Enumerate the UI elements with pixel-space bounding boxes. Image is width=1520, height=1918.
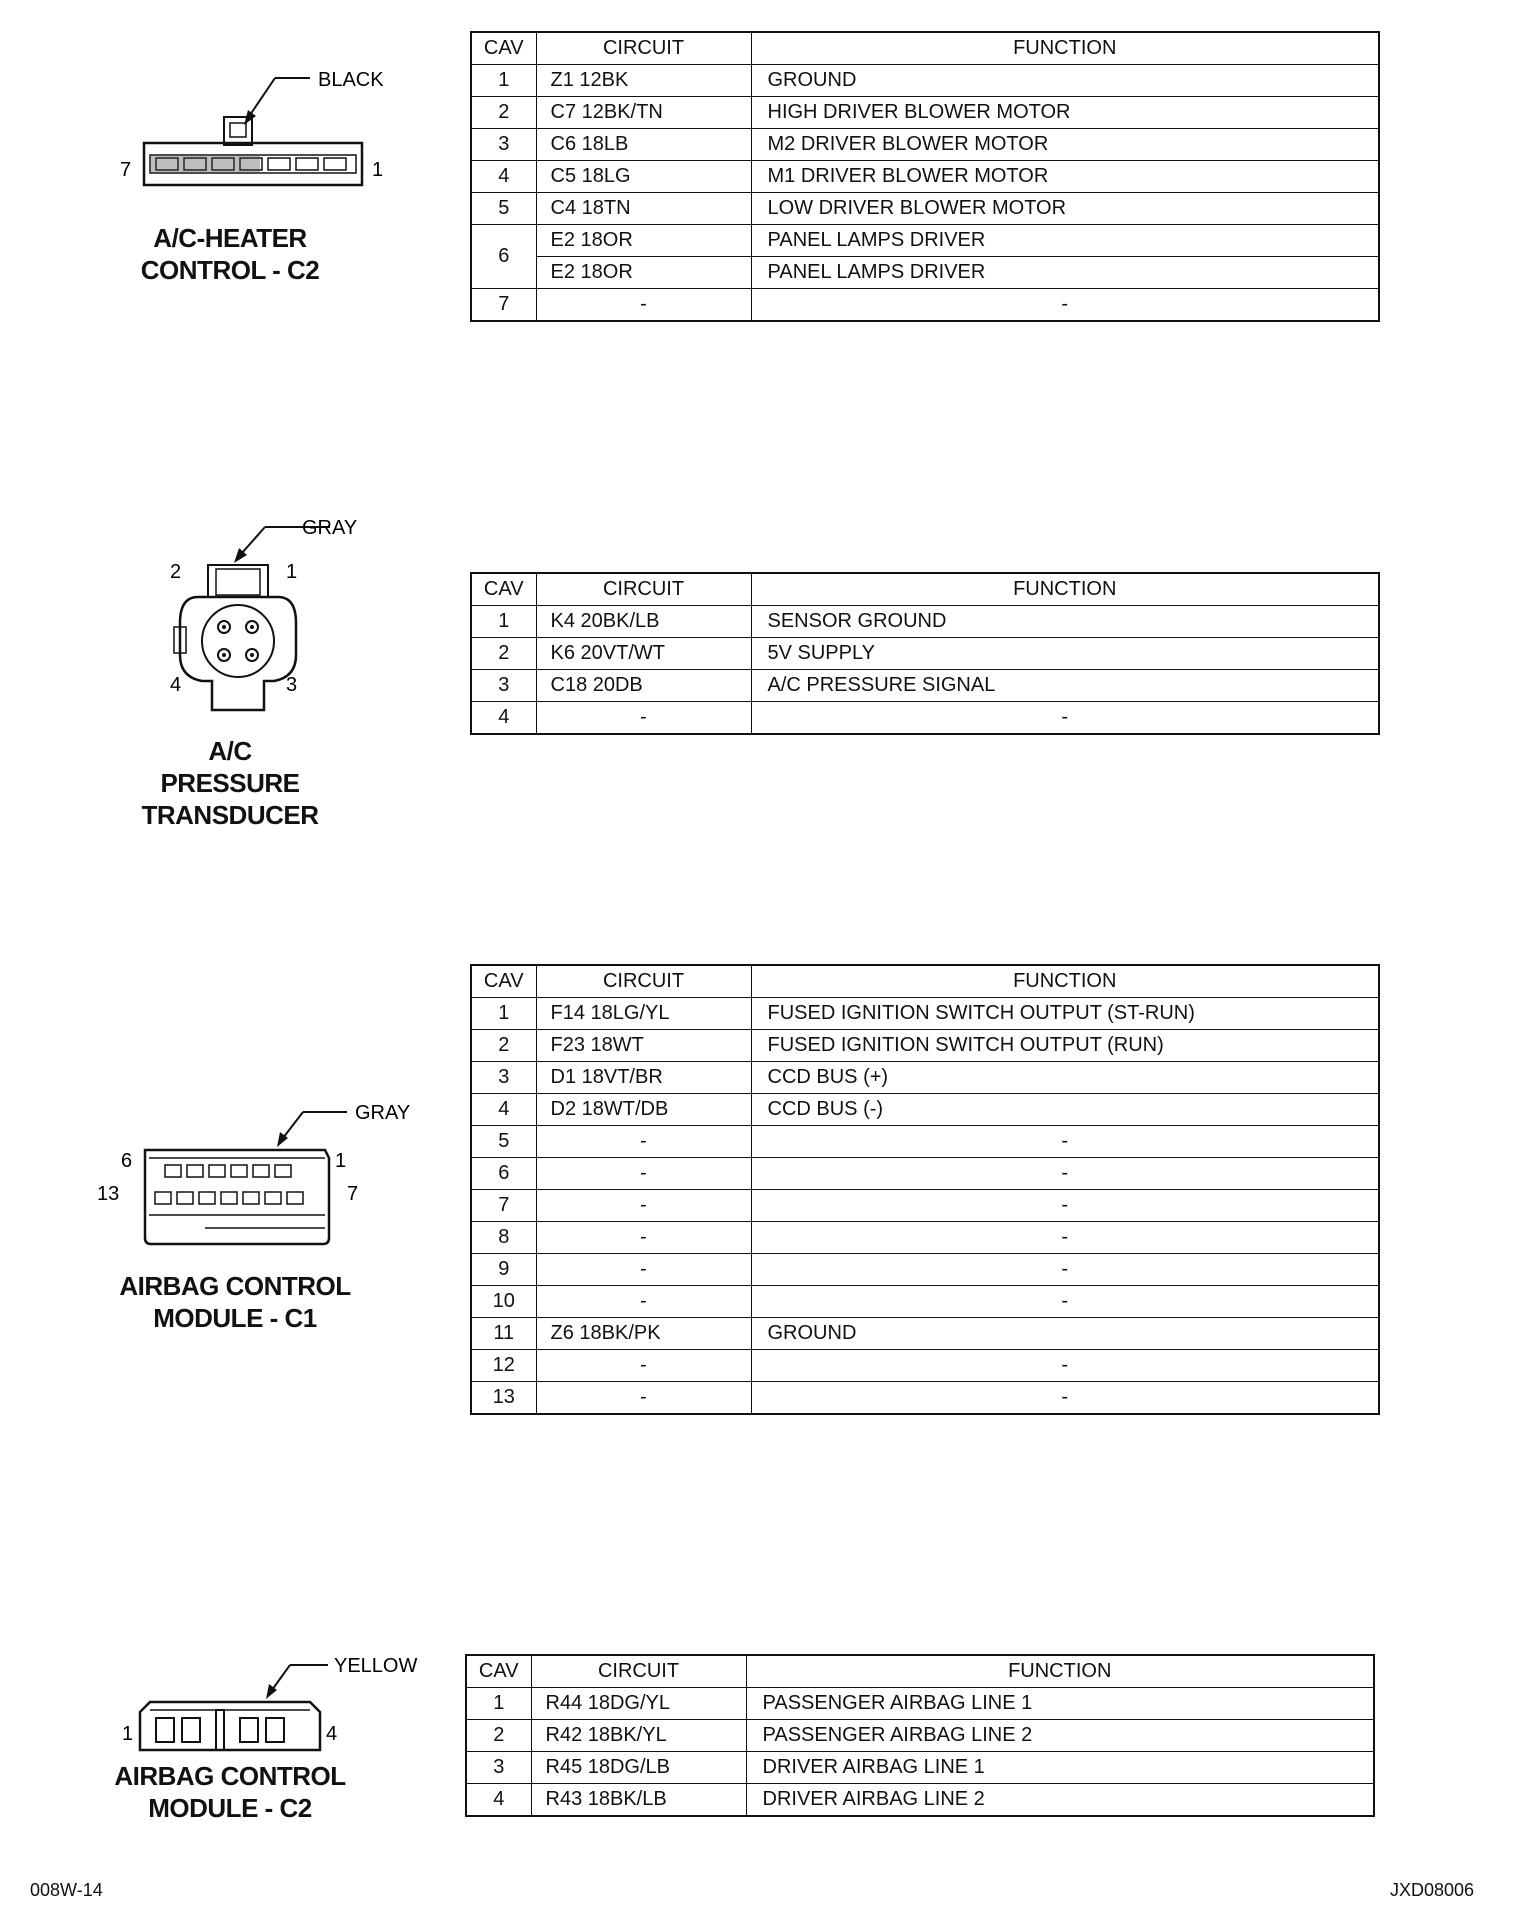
table-row xyxy=(471,1318,1379,1350)
cav-cell: 1 xyxy=(466,1688,531,1720)
cav-cell: 2 xyxy=(466,1720,531,1752)
table-row xyxy=(466,1752,1374,1784)
cav-cell: 6 xyxy=(471,1158,536,1190)
cav-cell: 13 xyxy=(471,1382,536,1415)
table-header-row xyxy=(466,1655,1374,1688)
circuit-cell: - xyxy=(536,702,751,735)
function-cell: - xyxy=(751,702,1379,735)
function-cell: - xyxy=(751,1190,1379,1222)
table-row xyxy=(471,1382,1379,1415)
table-row xyxy=(471,1094,1379,1126)
table-row xyxy=(471,1350,1379,1382)
circuit-cell: R45 18DG/LB xyxy=(531,1752,746,1784)
table-row xyxy=(471,1158,1379,1190)
function-cell: - xyxy=(751,1382,1379,1415)
column-header: CAV xyxy=(471,965,536,998)
circuit-cell: Z6 18BK/PK xyxy=(536,1318,751,1350)
function-cell: PANEL LAMPS DRIVER xyxy=(751,225,1379,257)
pin-label: 3 xyxy=(286,674,298,696)
function-cell: - xyxy=(751,1222,1379,1254)
function-cell: LOW DRIVER BLOWER MOTOR xyxy=(751,193,1379,225)
function-cell: FUSED IGNITION SWITCH OUTPUT (RUN) xyxy=(751,1030,1379,1062)
function-cell: - xyxy=(751,1126,1379,1158)
function-cell: A/C PRESSURE SIGNAL xyxy=(751,670,1379,702)
cav-cell: 1 xyxy=(471,65,536,97)
column-header: CAV xyxy=(466,1655,531,1688)
table-row xyxy=(471,129,1379,161)
circuit-cell: C4 18TN xyxy=(536,193,751,225)
column-header: CIRCUIT xyxy=(536,965,751,998)
cav-cell: 4 xyxy=(471,1094,536,1126)
table-row xyxy=(471,1190,1379,1222)
table-row xyxy=(466,1720,1374,1752)
circuit-cell: - xyxy=(536,1254,751,1286)
cav-cell: 3 xyxy=(466,1752,531,1784)
circuit-cell: Z1 12BK xyxy=(536,65,751,97)
table-row xyxy=(471,606,1379,638)
cav-cell: 12 xyxy=(471,1350,536,1382)
function-cell: DRIVER AIRBAG LINE 2 xyxy=(746,1784,1374,1817)
circuit-cell: C18 20DB xyxy=(536,670,751,702)
circuit-cell: - xyxy=(536,1190,751,1222)
pinout-table xyxy=(470,572,1380,735)
function-cell: DRIVER AIRBAG LINE 1 xyxy=(746,1752,1374,1784)
column-header: FUNCTION xyxy=(746,1655,1374,1688)
connector-name: A/C PRESSURE TRANSDUCER xyxy=(141,736,319,830)
table-row xyxy=(466,1784,1374,1817)
pressure-transducer-connector-icon xyxy=(150,505,410,725)
cav-cell: 2 xyxy=(471,97,536,129)
pin-label: 1 xyxy=(286,561,298,583)
circuit-cell: R44 18DG/YL xyxy=(531,1688,746,1720)
cav-cell: 4 xyxy=(471,161,536,193)
function-cell: - xyxy=(751,1286,1379,1318)
connector-color-label: YELLOW xyxy=(334,1655,418,1677)
table-row xyxy=(471,1254,1379,1286)
pinout-table xyxy=(465,1654,1375,1817)
circuit-cell: K4 20BK/LB xyxy=(536,606,751,638)
pin-label: 1 xyxy=(335,1150,347,1172)
circuit-cell: C7 12BK/TN xyxy=(536,97,751,129)
table-row xyxy=(471,65,1379,97)
table-header-row xyxy=(471,965,1379,998)
circuit-cell: R43 18BK/LB xyxy=(531,1784,746,1817)
pin-label: 4 xyxy=(170,674,182,696)
function-cell: PANEL LAMPS DRIVER xyxy=(751,257,1379,289)
page-code: 008W-14 xyxy=(30,1880,103,1900)
cav-cell: 1 xyxy=(471,606,536,638)
table-row xyxy=(466,1688,1374,1720)
column-header: FUNCTION xyxy=(751,573,1379,606)
table-row xyxy=(471,289,1379,322)
table-row xyxy=(471,1286,1379,1318)
column-header: FUNCTION xyxy=(751,32,1379,65)
column-header: CAV xyxy=(471,573,536,606)
circuit-cell: E2 18OR xyxy=(536,257,751,289)
table-row xyxy=(471,193,1379,225)
column-header: CIRCUIT xyxy=(536,32,751,65)
circuit-cell: - xyxy=(536,1350,751,1382)
airbag-c2-connector-icon xyxy=(100,1650,430,1770)
function-cell: - xyxy=(751,1158,1379,1190)
circuit-cell: D1 18VT/BR xyxy=(536,1062,751,1094)
pin-label: 1 xyxy=(372,159,384,181)
circuit-cell: D2 18WT/DB xyxy=(536,1094,751,1126)
table-row xyxy=(471,702,1379,735)
cav-cell: 11 xyxy=(471,1318,536,1350)
cav-cell: 10 xyxy=(471,1286,536,1318)
column-header: CIRCUIT xyxy=(531,1655,746,1688)
connector-name: A/C-HEATER CONTROL - C2 xyxy=(140,223,320,285)
airbag-c1-connector-icon xyxy=(85,1090,425,1260)
table-row xyxy=(471,670,1379,702)
column-header: CAV xyxy=(471,32,536,65)
function-cell: - xyxy=(751,1350,1379,1382)
function-cell: SENSOR GROUND xyxy=(751,606,1379,638)
function-cell: HIGH DRIVER BLOWER MOTOR xyxy=(751,97,1379,129)
pinout-table xyxy=(470,31,1380,322)
connector-color-label: GRAY xyxy=(355,1102,411,1124)
pin-label: 4 xyxy=(326,1723,338,1745)
circuit-cell: K6 20VT/WT xyxy=(536,638,751,670)
cav-cell: 2 xyxy=(471,638,536,670)
table-row xyxy=(471,1062,1379,1094)
cav-cell: 2 xyxy=(471,1030,536,1062)
table-row xyxy=(471,97,1379,129)
function-cell: M2 DRIVER BLOWER MOTOR xyxy=(751,129,1379,161)
column-header: FUNCTION xyxy=(751,965,1379,998)
table-row xyxy=(471,1126,1379,1158)
connector-color-label: BLACK xyxy=(318,69,384,91)
pin-label: 2 xyxy=(170,561,182,583)
pin-label: 13 xyxy=(97,1183,120,1205)
cav-cell: 8 xyxy=(471,1222,536,1254)
function-cell: PASSENGER AIRBAG LINE 2 xyxy=(746,1720,1374,1752)
circuit-cell: E2 18OR xyxy=(536,225,751,257)
table-header-row xyxy=(471,32,1379,65)
connector-name: AIRBAG CONTROL MODULE - C2 xyxy=(114,1761,346,1823)
function-cell: 5V SUPPLY xyxy=(751,638,1379,670)
connector-name: AIRBAG CONTROL MODULE - C1 xyxy=(119,1271,351,1333)
function-cell: - xyxy=(751,289,1379,322)
function-cell: GROUND xyxy=(751,65,1379,97)
cav-cell: 3 xyxy=(471,1062,536,1094)
circuit-cell: R42 18BK/YL xyxy=(531,1720,746,1752)
cav-cell: 6 xyxy=(471,225,536,289)
cav-cell: 3 xyxy=(471,129,536,161)
circuit-cell: C6 18LB xyxy=(536,129,751,161)
circuit-cell: F14 18LG/YL xyxy=(536,998,751,1030)
table-row xyxy=(471,161,1379,193)
circuit-cell: - xyxy=(536,1382,751,1415)
pin-label: 6 xyxy=(121,1150,133,1172)
cav-cell: 7 xyxy=(471,1190,536,1222)
table-row xyxy=(471,1222,1379,1254)
table-row xyxy=(471,1030,1379,1062)
function-cell: CCD BUS (+) xyxy=(751,1062,1379,1094)
circuit-cell: F23 18WT xyxy=(536,1030,751,1062)
pin-label: 1 xyxy=(122,1723,134,1745)
function-cell: PASSENGER AIRBAG LINE 1 xyxy=(746,1688,1374,1720)
figure-id: JXD08006 xyxy=(1390,1880,1475,1900)
circuit-cell: - xyxy=(536,1286,751,1318)
connector-color-label: GRAY xyxy=(302,517,358,539)
pinout-table xyxy=(470,964,1380,1415)
pin-label: 7 xyxy=(347,1183,359,1205)
table-row xyxy=(471,638,1379,670)
cav-cell: 1 xyxy=(471,998,536,1030)
cav-cell: 4 xyxy=(466,1784,531,1817)
cav-cell: 4 xyxy=(471,702,536,735)
function-cell: FUSED IGNITION SWITCH OUTPUT (ST-RUN) xyxy=(751,998,1379,1030)
ac-heater-connector-icon xyxy=(110,55,410,205)
cav-cell: 7 xyxy=(471,289,536,322)
cav-cell: 9 xyxy=(471,1254,536,1286)
table-header-row xyxy=(471,573,1379,606)
table-row xyxy=(471,225,1379,257)
table-row xyxy=(471,998,1379,1030)
column-header: CIRCUIT xyxy=(536,573,751,606)
circuit-cell: - xyxy=(536,289,751,322)
function-cell: M1 DRIVER BLOWER MOTOR xyxy=(751,161,1379,193)
circuit-cell: - xyxy=(536,1126,751,1158)
function-cell: CCD BUS (-) xyxy=(751,1094,1379,1126)
circuit-cell: - xyxy=(536,1158,751,1190)
function-cell: GROUND xyxy=(751,1318,1379,1350)
cav-cell: 3 xyxy=(471,670,536,702)
pin-label: 7 xyxy=(120,159,132,181)
function-cell: - xyxy=(751,1254,1379,1286)
cav-cell: 5 xyxy=(471,193,536,225)
circuit-cell: - xyxy=(536,1222,751,1254)
table-row xyxy=(471,257,1379,289)
cav-cell: 5 xyxy=(471,1126,536,1158)
circuit-cell: C5 18LG xyxy=(536,161,751,193)
